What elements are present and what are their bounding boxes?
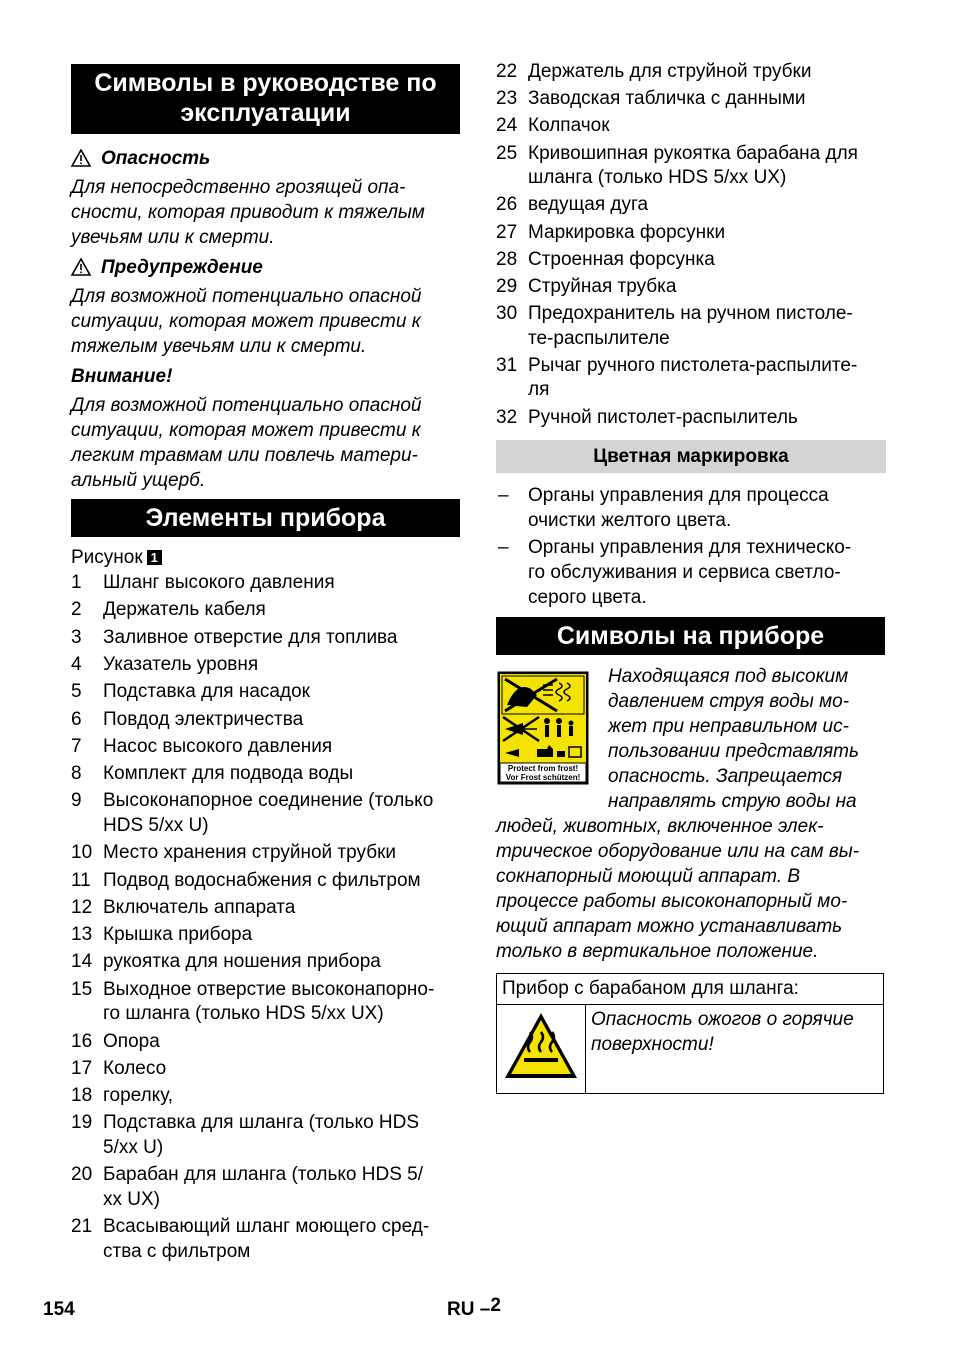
list-item-text: Заводская табличка с данными xyxy=(528,88,806,110)
list-item-number: 7 xyxy=(71,735,82,757)
bullet-line: серого цвета. xyxy=(528,587,647,608)
heading-line: эксплуатации xyxy=(180,99,351,127)
warning-title: Предупреждение xyxy=(101,257,263,278)
bullet-dash: – xyxy=(498,485,509,506)
list-item-text: рукоятка для ношения прибора xyxy=(103,951,381,973)
list-item-text: xx UX) xyxy=(103,1188,160,1210)
list-item-number: 1 xyxy=(71,572,82,593)
table-header: Прибор с барабаном для шланга: xyxy=(502,978,799,999)
section-heading-device-symbols: Символы на приборе xyxy=(496,617,885,655)
section-heading-device-elements: Элементы прибора xyxy=(71,499,460,537)
list-item-text: Рычаг ручного пистолета-распылите- xyxy=(528,354,858,376)
sign-text-line: Vor Frost schützen! xyxy=(505,773,581,782)
list-item-number: 2 xyxy=(71,599,82,621)
danger-text-line: Для непосредственно грозящей опа- xyxy=(71,177,406,198)
footer-dash: – xyxy=(479,1299,491,1320)
list-item-number: 29 xyxy=(496,275,518,297)
list-item-text: Заливное отверстие для топлива xyxy=(103,626,398,648)
caution-text-line: легким травмам или повлечь матери- xyxy=(71,445,418,466)
list-item-text: Место хранения струйной трубки xyxy=(103,842,397,864)
figure-label: Рисунок xyxy=(71,547,143,568)
warning-text-line: тяжелым увечьям или к смерти. xyxy=(71,336,367,357)
list-item-number: 13 xyxy=(71,924,93,946)
list-item-text: ства с фильтром xyxy=(103,1240,251,1262)
warning-title-row xyxy=(71,255,263,280)
list-item-text: Повдод электричества xyxy=(103,708,304,730)
list-item-number: 9 xyxy=(71,790,82,812)
list-item-number: 18 xyxy=(71,1085,93,1107)
symbol-description-line: пользовании представлять xyxy=(608,741,859,762)
symbol-description-line: только в вертикальное положение. xyxy=(496,941,819,962)
caution-text-line: Для возможной потенциально опасной xyxy=(71,395,422,416)
list-item-number: 23 xyxy=(496,88,518,110)
figure-reference xyxy=(71,545,162,570)
list-item-text: Предохранитель на ручном пистоле- xyxy=(528,303,853,325)
footer-lang-page xyxy=(447,1295,501,1321)
list-item-text: те-распылителе xyxy=(528,327,670,349)
symbol-description-line: направлять струю воды на xyxy=(608,791,857,812)
list-item-text: ведущая дуга xyxy=(528,194,649,216)
symbol-description-line: ющий аппарат можно устанавливать xyxy=(496,916,843,937)
symbol-description-line: сокнапорный моющий аппарат. В xyxy=(496,866,800,887)
list-item-text: шланга (только HDS 5/xx UX) xyxy=(528,167,787,189)
table-text-line: Опасность ожогов о горячие xyxy=(591,1009,854,1030)
footer-lang: RU xyxy=(447,1299,475,1320)
list-item-text: ля xyxy=(528,379,550,401)
list-item-number: 11 xyxy=(71,869,91,891)
table-icon-cell xyxy=(497,1005,586,1094)
list-item-text: Ручной пистолет-распылитель xyxy=(528,406,798,428)
symbol-description-line: Находящаяся под высоким xyxy=(608,666,849,687)
list-item-text: Комплект для подвода воды xyxy=(103,763,354,785)
list-item-text: Подвод водоснабжения с фильтром xyxy=(103,869,421,891)
list-item-number: 15 xyxy=(71,978,93,1000)
bullet-line: очистки желтого цвета. xyxy=(528,510,732,531)
list-item-number: 25 xyxy=(496,142,518,164)
figure-number-badge: 1 xyxy=(147,550,162,565)
list-item-number: 4 xyxy=(71,653,82,675)
caution-text-line: ситуации, которая может привести к xyxy=(71,420,421,441)
warning-triangle-icon xyxy=(71,258,91,276)
list-item-number: 17 xyxy=(71,1057,93,1079)
sign-text-line: Protect from frost! xyxy=(507,764,579,773)
list-item-text: Колесо xyxy=(103,1057,167,1079)
hot-surface-warning-icon xyxy=(502,1010,580,1082)
list-item-number: 21 xyxy=(71,1216,93,1237)
list-item-number: 10 xyxy=(71,842,93,864)
list-item-text: Подставка для насадок xyxy=(103,681,310,703)
list-item-number: 12 xyxy=(71,896,93,918)
list-item-text: Барабан для шланга (только HDS 5/ xyxy=(103,1164,424,1186)
danger-text-line: увечьям или к смерти. xyxy=(71,227,275,248)
list-item-text: Струйная трубка xyxy=(528,275,677,297)
list-item-text: Строенная форсунка xyxy=(528,248,715,270)
list-item-text: го шланга (только HDS 5/xx UX) xyxy=(103,1003,384,1025)
list-item-text: Шланг высокого давления xyxy=(103,572,335,593)
list-item-text: Включатель аппарата xyxy=(103,896,296,918)
list-item-text: Высоконапорное соединение (только xyxy=(103,790,434,812)
bullet-line: Органы управления для техническо- xyxy=(528,537,852,558)
list-item-text: 5/xx U) xyxy=(103,1136,164,1158)
list-item-text: Подставка для шланга (только HDS xyxy=(103,1112,420,1134)
list-item-text: Крышка прибора xyxy=(103,924,253,946)
heading-line: Символы в руководстве по xyxy=(94,69,437,97)
list-item-number: 6 xyxy=(71,708,82,730)
symbol-description-line: опасность. Запрещается xyxy=(608,766,843,787)
bullet-line: Органы управления для процесса xyxy=(528,485,829,506)
caution-text-line: альный ущерб. xyxy=(71,470,206,491)
list-item-number: 16 xyxy=(71,1030,93,1052)
list-item-number: 3 xyxy=(71,626,82,648)
list-item-text: Выходное отверстие высоконапорно- xyxy=(103,978,435,1000)
hot-surface-table xyxy=(496,973,884,1094)
list-item-text: горелку, xyxy=(103,1085,174,1107)
caution-title: Внимание! xyxy=(71,366,173,387)
danger-title-row xyxy=(71,146,210,171)
list-item-text: Кривошипная рукоятка барабана для xyxy=(528,142,858,164)
high-pressure-jet-warning-sign-icon xyxy=(497,671,589,785)
danger-title: Опасность xyxy=(101,148,211,169)
symbol-description-line: жет при неправильном ис- xyxy=(608,716,849,737)
list-item-number: 8 xyxy=(71,763,82,785)
symbol-description-line: давлением струя воды мо- xyxy=(608,691,850,712)
list-item-number: 20 xyxy=(71,1164,93,1186)
list-item-number: 32 xyxy=(496,406,518,428)
symbol-description-line: процессе работы высоконапорный мо- xyxy=(496,891,848,912)
list-item-number: 22 xyxy=(496,61,518,82)
bullet-dash: – xyxy=(498,537,509,558)
list-item-text: Колпачок xyxy=(528,115,610,137)
list-item-text: Опора xyxy=(103,1030,160,1052)
table-header-cell xyxy=(497,974,884,1005)
list-item-number: 24 xyxy=(496,115,518,137)
list-item-text: Держатель кабеля xyxy=(103,599,266,621)
list-item-number: 28 xyxy=(496,248,518,270)
list-item-text: Всасывающий шланг моющего сред- xyxy=(103,1216,430,1237)
page-number: 154 xyxy=(43,1299,75,1320)
section-heading-color-coding: Цветная маркировка xyxy=(496,440,886,473)
list-item-text: Маркировка форсунки xyxy=(528,221,726,243)
table-text-line: поверхности! xyxy=(591,1034,714,1055)
list-item-number: 27 xyxy=(496,221,518,243)
list-item-number: 5 xyxy=(71,681,82,703)
list-item-number: 26 xyxy=(496,194,518,216)
list-item-text: Указатель уровня xyxy=(103,653,259,675)
list-item-number: 30 xyxy=(496,303,518,325)
symbol-description-line: трическое оборудование или на сам вы- xyxy=(496,841,860,862)
section-heading-symbols-manual xyxy=(71,64,460,134)
list-item-text: Держатель для струйной трубки xyxy=(528,61,812,82)
warning-text-line: Для возможной потенциально опасной xyxy=(71,286,422,307)
table-text-cell xyxy=(586,1005,884,1094)
symbol-description-line: людей, животных, включенное элек- xyxy=(496,816,824,837)
footer-subpage: 2 xyxy=(490,1295,501,1316)
danger-text-line: сности, которая приводит к тяжелым xyxy=(71,202,425,223)
warning-triangle-icon xyxy=(71,149,91,167)
warning-text-line: ситуации, которая может привести к xyxy=(71,311,421,332)
list-item-number: 31 xyxy=(496,354,518,376)
list-item-text: HDS 5/xx U) xyxy=(103,814,209,836)
list-item-number: 14 xyxy=(71,951,93,973)
bullet-line: го обслуживания и сервиса светло- xyxy=(528,562,841,583)
list-item-number: 19 xyxy=(71,1112,93,1134)
list-item-text: Насос высокого давления xyxy=(103,735,333,757)
